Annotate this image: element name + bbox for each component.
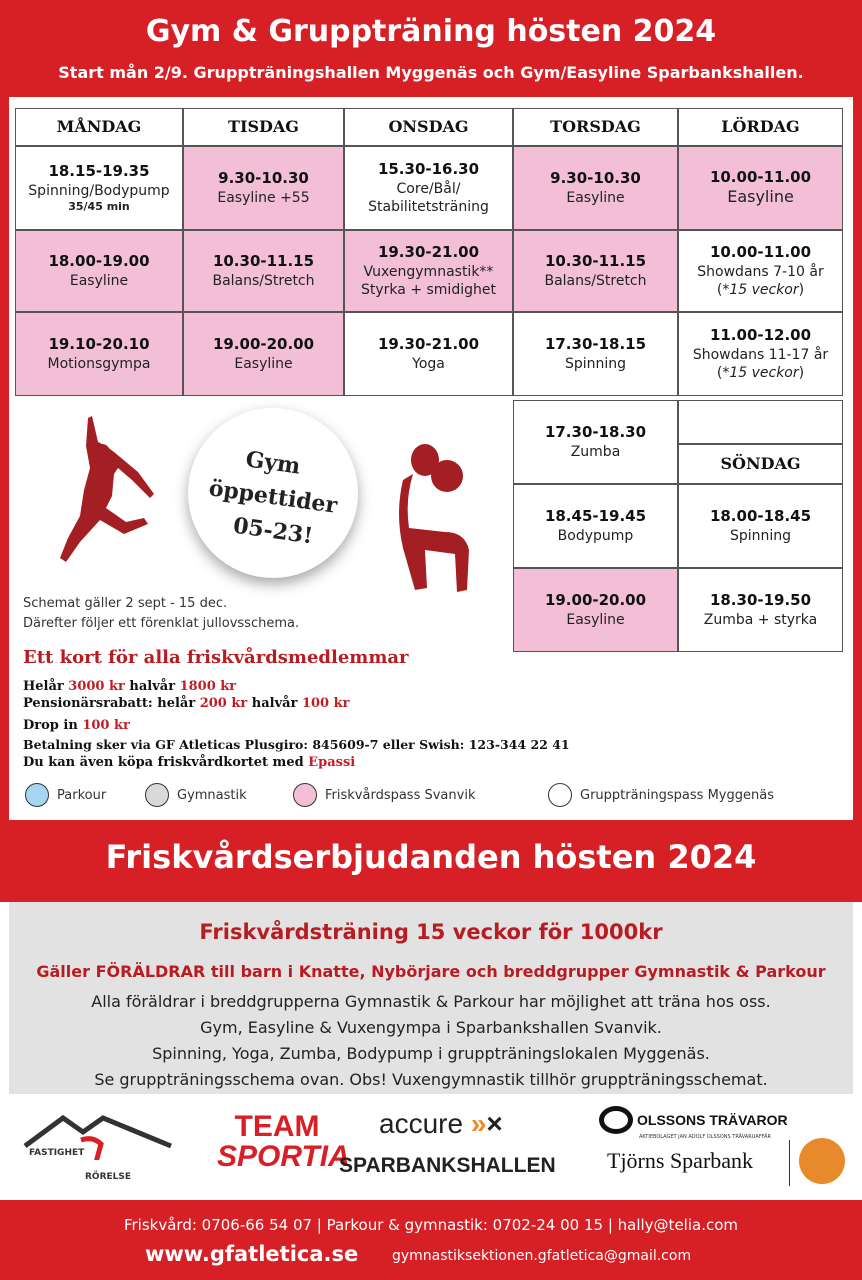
class-name: Easyline bbox=[566, 611, 625, 628]
gym-hours-line1: Gym bbox=[244, 446, 302, 480]
class-time: 10.30-11.15 bbox=[544, 252, 647, 271]
team-sportia-logo bbox=[217, 1110, 350, 1173]
footer-email-link[interactable]: gymnastiksektionen.gfatletica@gmail.com bbox=[392, 1248, 692, 1264]
offer-label: Du kan även köpa friskvårdkortet med bbox=[23, 755, 304, 770]
gym-hours-badge bbox=[188, 408, 358, 578]
offer-label: halvår bbox=[251, 696, 298, 711]
day-header-saturday: LÖRDAG bbox=[678, 108, 843, 146]
class-name: Easyline bbox=[566, 189, 625, 206]
class-name: Easyline +55 bbox=[217, 189, 310, 206]
day-header-tuesday: TISDAG bbox=[183, 108, 344, 146]
logo-text: OLSSONS TRÄVAROR bbox=[637, 1112, 788, 1128]
page-title: Gym & Gruppträning hösten 2024 bbox=[145, 14, 717, 49]
legend-label: Gymnastik bbox=[177, 787, 247, 803]
class-cell bbox=[678, 484, 843, 568]
day-header-sunday: SÖNDAG bbox=[678, 444, 843, 484]
class-name: Easyline bbox=[234, 355, 293, 372]
class-name: Balans/Stretch bbox=[544, 272, 647, 289]
page-subtitle: Start mån 2/9. Gruppträningshallen Myggenäs och Gym/Easyline Sparbankshallen. bbox=[58, 63, 804, 82]
divider bbox=[789, 1140, 790, 1186]
class-time: 10.00-11.00 bbox=[709, 167, 812, 186]
class-time: 10.30-11.15 bbox=[212, 252, 315, 271]
offer-payment: Betalning sker via GF Atleticas Plusgiro: 845609-7 eller Swish: 123-344 22 41 bbox=[23, 737, 570, 752]
gym-hours-line2: öppettider bbox=[207, 475, 339, 519]
offer-heading: Ett kort för alla friskvårdsmedlemmar bbox=[23, 647, 409, 668]
olssons-travaror-logo bbox=[599, 1106, 799, 1140]
class-name: Motionsgympa bbox=[47, 355, 151, 372]
offers-text-line: Se gruppträningsschema ovan. Obs! Vuxengymnastik tillhör gruppträningsschemat. bbox=[94, 1070, 768, 1089]
class-name: Spinning bbox=[729, 527, 792, 544]
class-name: Bodypump bbox=[557, 527, 634, 544]
sponsor-logos bbox=[9, 1094, 853, 1200]
legend-swatch bbox=[145, 783, 169, 807]
validity-line2: Därefter följer ett förenklat jullovsschema. bbox=[23, 616, 300, 631]
validity-line1: Schemat gäller 2 sept - 15 dec. bbox=[23, 596, 228, 611]
legend-label: Gruppträningspass Myggenäs bbox=[580, 787, 774, 803]
class-name: Showdans 7-10 år bbox=[697, 263, 824, 280]
class-cell bbox=[678, 568, 843, 652]
class-cell bbox=[513, 400, 678, 484]
offers-text-line: Alla föräldrar i breddgrupperna Gymnastik & Parkour har möjlighet att träna hos oss. bbox=[91, 992, 771, 1011]
class-time: 17.30-18.15 bbox=[544, 335, 647, 354]
offers-title: Friskvårdserbjudanden hösten 2024 bbox=[105, 838, 757, 876]
class-cell bbox=[183, 230, 344, 312]
legend-item-parkour bbox=[25, 783, 106, 807]
class-time: 15.30-16.30 bbox=[377, 160, 480, 179]
offer-dropin bbox=[23, 718, 130, 733]
day-header-wednesday: ONSDAG bbox=[344, 108, 513, 146]
offers-info bbox=[9, 902, 853, 1094]
footer-website-link[interactable]: www.gfatletica.se bbox=[145, 1242, 359, 1266]
day-header-monday: MÅNDAG bbox=[15, 108, 183, 146]
offer-epassi bbox=[23, 755, 355, 770]
class-cell: 11.00-12.00 Showdans 11-17 år (*15 veckor) bbox=[678, 312, 843, 396]
class-name: Core/Bål/ bbox=[396, 180, 461, 197]
class-cell bbox=[15, 312, 183, 396]
class-time: 18.15-19.35 bbox=[48, 162, 150, 180]
class-cell bbox=[344, 312, 513, 396]
offer-label: Pensionärsrabatt: helår bbox=[23, 696, 196, 711]
class-name-line2: Styrka + smidighet bbox=[361, 281, 496, 298]
class-cell bbox=[15, 230, 183, 312]
offers-subheadline: Gäller FÖRÄLDRAR till barn i Knatte, Nybörjare och breddgrupper Gymnastik & Parkour bbox=[36, 962, 826, 981]
sparbankshallen-logo: SPARBANKSHALLEN bbox=[339, 1154, 556, 1177]
class-time: 11.00-12.00 bbox=[709, 326, 812, 345]
offers-text-line: Spinning, Yoga, Zumba, Bodypump i gruppträningslokalen Myggenäs. bbox=[152, 1044, 710, 1063]
tree-emblem-icon bbox=[799, 1138, 845, 1184]
class-cell: 10.00-11.00 Showdans 7-10 år (*15 veckor) bbox=[678, 230, 843, 312]
offers-text-line: Gym, Easyline & Vuxengympa i Sparbankshallen Svanvik. bbox=[200, 1018, 662, 1037]
class-cell bbox=[344, 146, 513, 230]
class-time: 19.00-20.00 bbox=[544, 591, 647, 610]
class-name: Zumba bbox=[570, 443, 621, 460]
offers-headline: Friskvårdsträning 15 veckor för 1000kr bbox=[199, 920, 663, 944]
kettlebell-squat-illustration bbox=[385, 440, 485, 600]
class-cell bbox=[678, 146, 843, 230]
logo-subtext: AKTIEBOLAGET JAN ADOLF OLSSONS TRÄVARUAFFÄR bbox=[639, 1134, 771, 1140]
class-name: Zumba + styrka bbox=[703, 611, 818, 628]
class-cell bbox=[15, 146, 183, 230]
class-name: Easyline bbox=[69, 272, 129, 289]
class-cell bbox=[344, 230, 513, 312]
class-cell bbox=[183, 312, 344, 396]
class-cell bbox=[513, 230, 678, 312]
class-time: 9.30-10.30 bbox=[218, 169, 309, 188]
class-time: 19.00-20.00 bbox=[212, 335, 315, 354]
gym-hours-line3: 05-23! bbox=[231, 512, 315, 550]
class-time: 9.30-10.30 bbox=[550, 169, 641, 188]
empty-cell bbox=[678, 400, 843, 444]
legend-swatch bbox=[548, 783, 572, 807]
jumping-woman-illustration bbox=[40, 412, 170, 582]
legend-swatch bbox=[25, 783, 49, 807]
class-cell bbox=[513, 568, 678, 652]
offer-label: halvår bbox=[129, 679, 176, 694]
class-cell bbox=[513, 146, 678, 230]
legend-item-grupptraning bbox=[548, 783, 774, 807]
legend-label: Friskvårdspass Svanvik bbox=[325, 787, 476, 803]
offer-label: Drop in bbox=[23, 718, 78, 733]
offer-price: 100 kr bbox=[82, 718, 130, 733]
logo-text: SPORTIA bbox=[217, 1140, 350, 1173]
class-time: 17.30-18.30 bbox=[544, 423, 647, 442]
logo-text: TEAM bbox=[234, 1110, 320, 1143]
offer-price: 100 kr bbox=[301, 696, 350, 711]
fastighet-rorelse-logo bbox=[23, 1110, 173, 1190]
class-name: Spinning/Bodypump bbox=[28, 182, 170, 199]
class-time: 19.30-21.00 bbox=[377, 335, 480, 354]
class-time: 10.00-11.00 bbox=[709, 243, 812, 262]
legend-item-friskvard bbox=[293, 783, 475, 807]
class-time: 19.30-21.00 bbox=[377, 243, 480, 262]
class-time: 19.10-20.10 bbox=[48, 335, 150, 354]
offer-label: Helår bbox=[23, 679, 64, 694]
class-cell bbox=[513, 484, 678, 568]
page-footer bbox=[0, 1200, 862, 1280]
offers-banner bbox=[0, 820, 862, 902]
class-name: Showdans 11-17 år bbox=[692, 346, 829, 363]
class-name: Yoga bbox=[412, 355, 445, 372]
legend-item-gymnastik bbox=[145, 783, 247, 807]
class-time: 18.00-19.00 bbox=[48, 252, 150, 271]
accure-logo: accure »× bbox=[379, 1108, 503, 1139]
class-time: 18.45-19.45 bbox=[544, 507, 647, 526]
class-name-line2: Stabilitetsträning bbox=[368, 198, 489, 215]
logo-text: RÖRELSE bbox=[85, 1172, 132, 1182]
page-header bbox=[0, 0, 862, 97]
offer-price: 1800 kr bbox=[179, 679, 237, 694]
class-name: Vuxengymnastik** bbox=[363, 263, 494, 280]
class-name: Spinning bbox=[564, 355, 627, 372]
legend-swatch bbox=[293, 783, 317, 807]
class-time: 18.00-18.45 bbox=[709, 507, 812, 526]
tjorns-sparbank-logo: Tjörns Sparbank bbox=[607, 1148, 754, 1173]
class-cell bbox=[183, 146, 344, 230]
class-cell bbox=[513, 312, 678, 396]
logo-text: FASTIGHET bbox=[29, 1148, 85, 1158]
class-name: Easyline bbox=[727, 187, 794, 207]
class-name: Balans/Stretch bbox=[212, 272, 315, 289]
day-header-thursday: TORSDAG bbox=[513, 108, 678, 146]
offer-pension bbox=[23, 696, 349, 711]
legend-label: Parkour bbox=[57, 787, 107, 803]
offer-price: 3000 kr bbox=[68, 679, 125, 694]
class-time: 18.30-19.50 bbox=[709, 591, 812, 610]
class-note: 15 veckor bbox=[729, 364, 799, 381]
class-note: 15 veckor bbox=[729, 281, 799, 298]
offer-year-prices bbox=[23, 679, 236, 694]
footer-contacts: Friskvård: 0706-66 54 07 | Parkour & gymnastik: 0702-24 00 15 | hally@telia.com bbox=[123, 1216, 739, 1234]
class-note: 35/45 min bbox=[68, 199, 130, 213]
logo-text: accure bbox=[379, 1108, 464, 1139]
epassi-label: Epassi bbox=[308, 755, 356, 770]
olssons-emblem-icon bbox=[599, 1106, 633, 1134]
offer-price: 200 kr bbox=[199, 696, 248, 711]
